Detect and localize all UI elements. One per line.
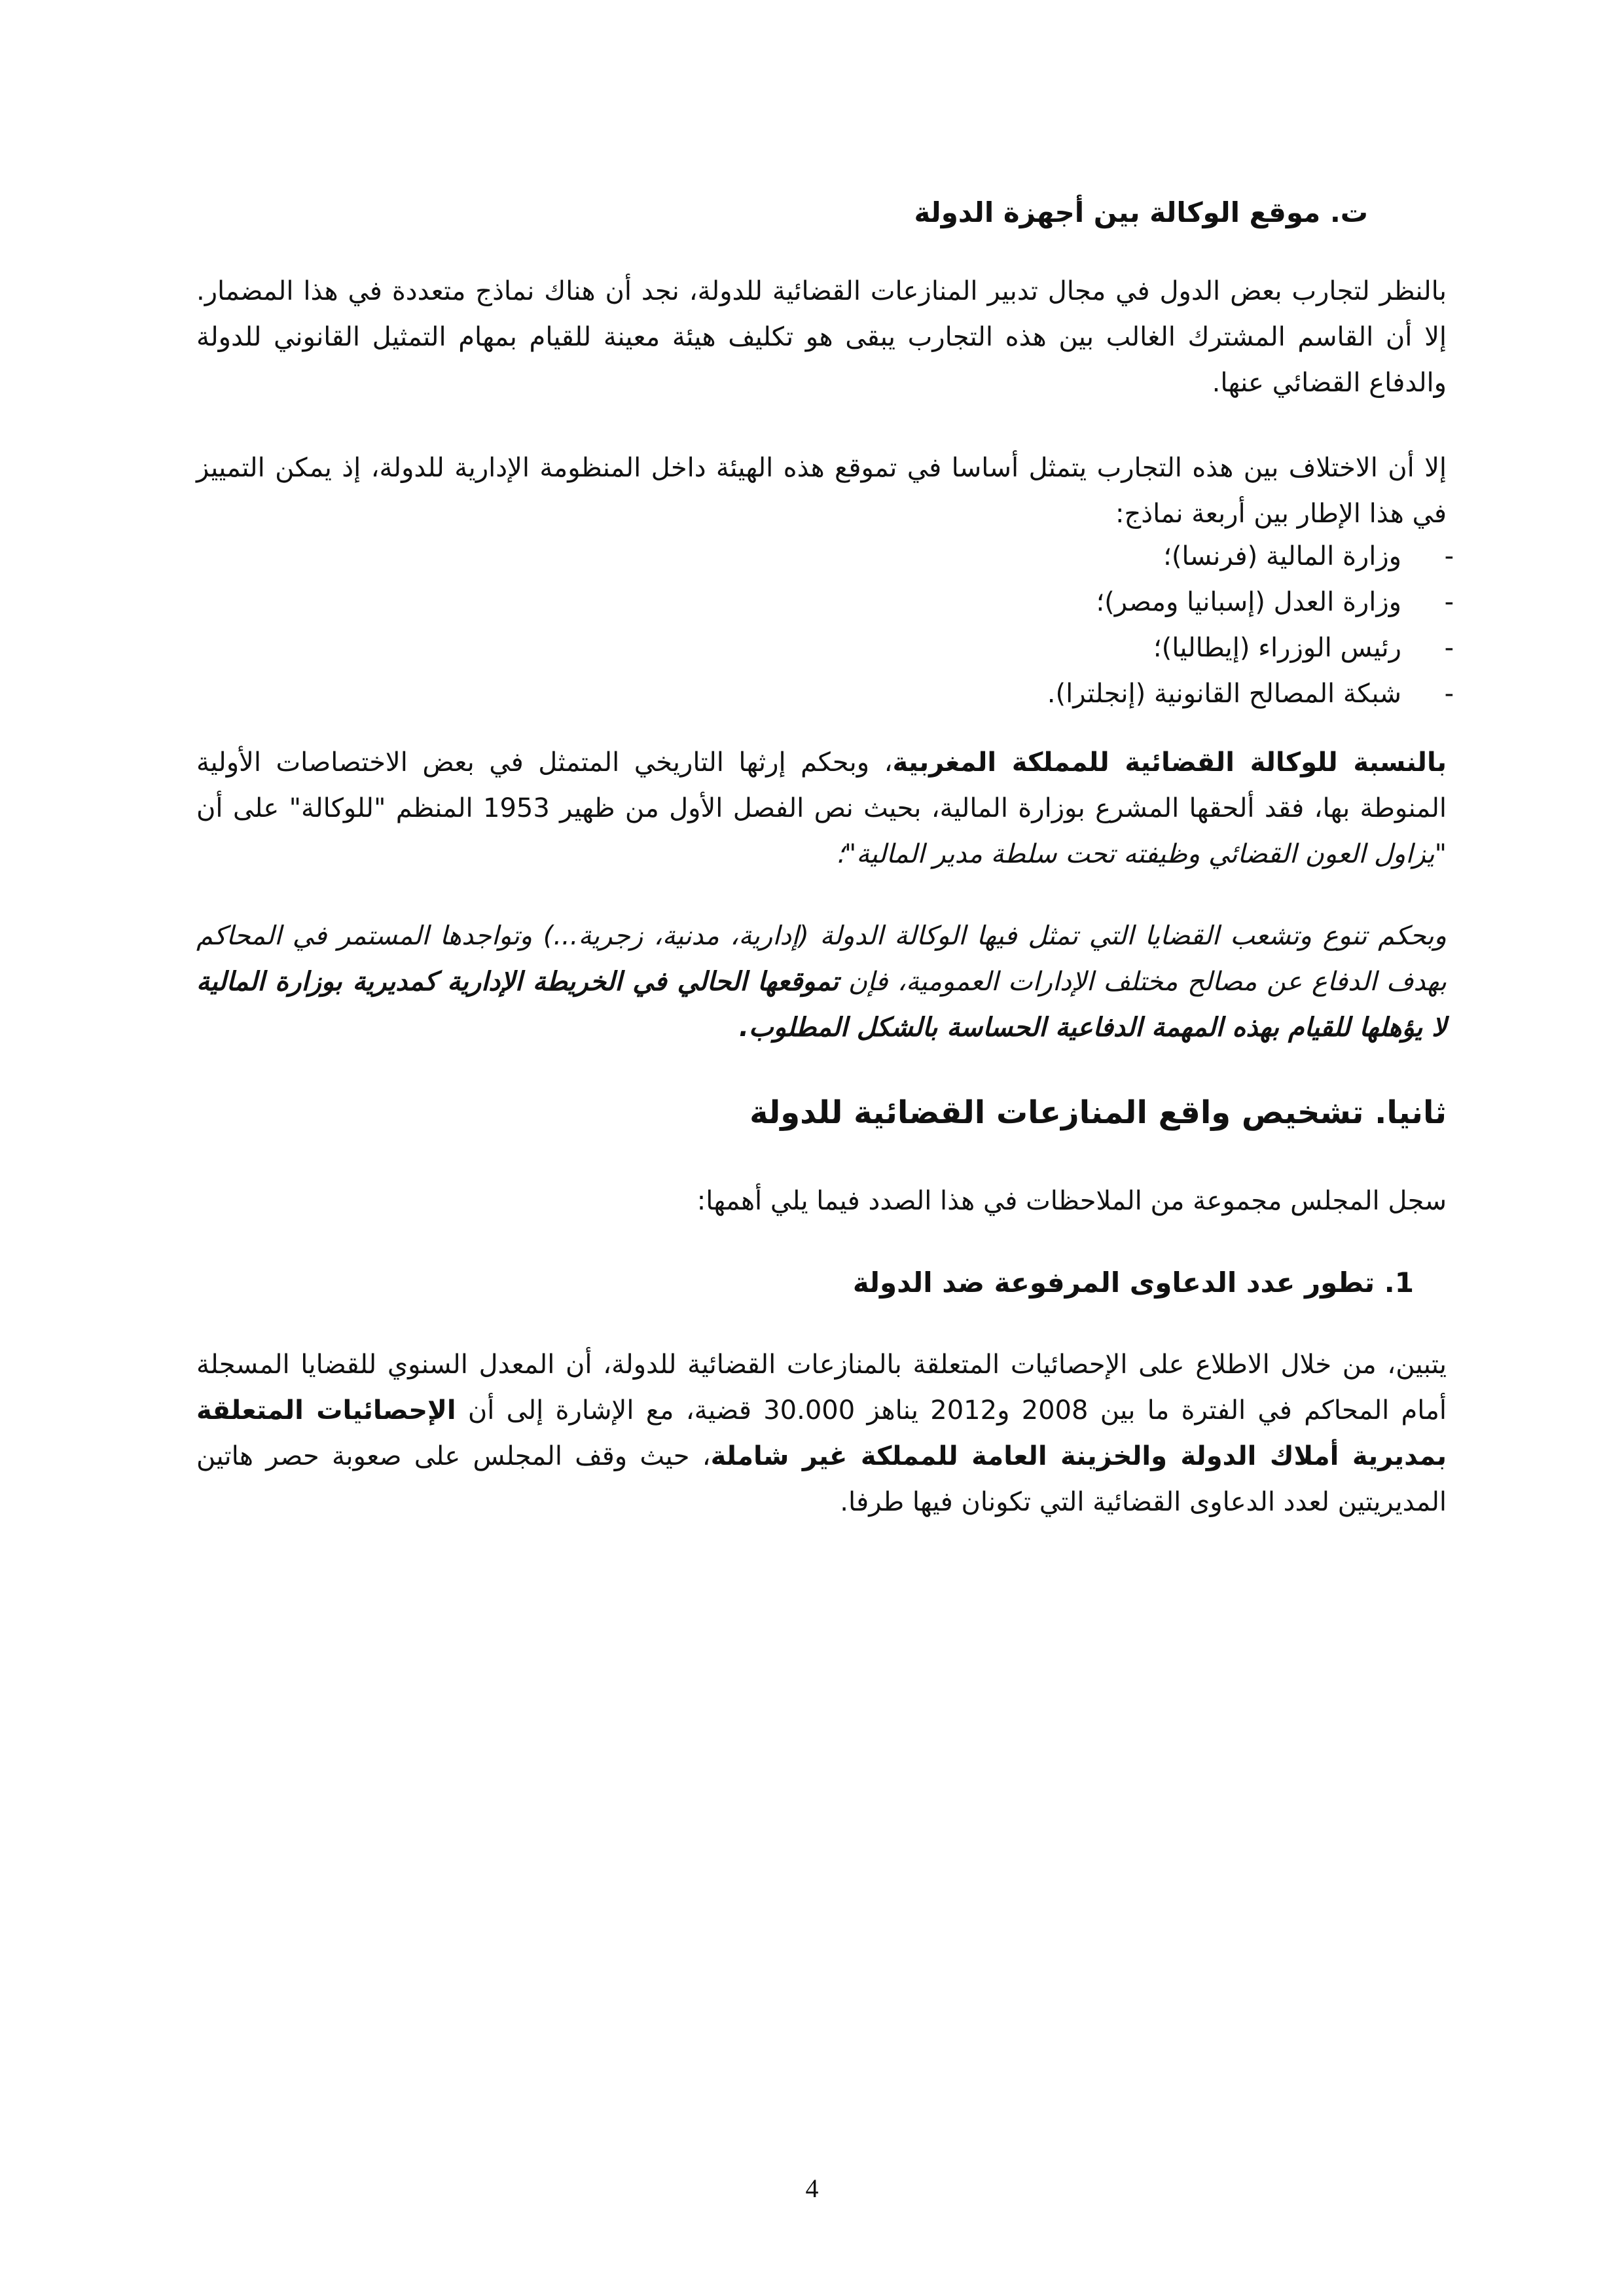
paragraph-2: إلا أن الاختلاف بين هذه التجارب يتمثل أساسا في تموقع هذه الهيئة داخل المنظومة الإدارية للدولة، إذ يمكن التمييز في هذا الإطار بين أربعة نماذج: [196, 453, 1447, 529]
list-item: - وزارة العدل (إسبانيا ومصر)؛ [1096, 587, 1454, 617]
dash-list [603, 533, 1454, 717]
paragraph-1: بالنظر لتجارب بعض الدول في مجال تدبير المنازعات القضائية للدولة، نجد أن هناك نماذج متعددة في هذا المضمار. إلا أن القاسم المشترك الغالب بين هذه التجارب يبقى هو تكليف هيئة معينة للقيام بمهام التمثيل القانوني للدولة والدفاع القضائي عنها. [196, 276, 1447, 398]
page-number: 4 [805, 2174, 819, 2203]
subsection-heading-1: 1. تطور عدد الدعاوى المرفوعة ضد الدولة [852, 1266, 1414, 1299]
document-page [196, 0, 1447, 2296]
list-item: - رئيس الوزراء (إيطاليا)؛ [1153, 633, 1454, 663]
section-heading-2: ثانيا. تشخيص واقع المنازعات القضائية للدولة [749, 1094, 1447, 1131]
paragraph-6: يتبين، من خلال الاطلاع على الإحصائيات المتعلقة بالمنازعات القضائية للدولة، أن المعدل السنوي للقضايا المسجلة أمام المحاكم في الفترة ما بين 2008 و2012 يناهز 30.000 قضية، مع الإشارة إلى أن الإحصائيات المتعلقة بمديرية أملاك الدولة والخزينة العامة للمملكة غير شاملة، حيث وقف المجلس على صعوبة حصر هاتين المديريتين لعدد الدعاوى القضائية التي تكونان فيها طرفا. [196, 1350, 1447, 1517]
list-item: - وزارة المالية (فرنسا)؛ [1163, 541, 1454, 571]
section-heading-t: ت. موقع الوكالة بين أجهزة الدولة [914, 196, 1368, 228]
paragraph-3: بالنسبة للوكالة القضائية للمملكة المغربية، وبحكم إرثها التاريخي المتمثل في بعض الاختصاصات الأولية المنوطة بها، فقد ألحقها المشرع بوزارة المالية، بحيث نص الفصل الأول من ظهير 1953 المنظم "للوكالة" على أن "يزاول العون القضائي وظيفته تحت سلطة مدير المالية"؛ [196, 747, 1447, 869]
list-item: - شبكة المصالح القانونية (إنجلترا). [1047, 679, 1454, 709]
paragraph-4: وبحكم تنوع وتشعب القضايا التي تمثل فيها الوكالة الدولة (إدارية، مدنية، زجرية...) وتواجدها المستمر في المحاكم بهدف الدفاع عن مصالح مختلف الإدارات العمومية، فإن تموقعها الحالي في الخريطة الإدارية كمديرية بوزارة المالية لا يؤهلها للقيام بهذه المهمة الدفاعية الحساسة بالشكل المطلوب. [196, 921, 1447, 1043]
paragraph-5: سجل المجلس مجموعة من الملاحظات في هذا الصدد فيما يلي أهمها: [696, 1186, 1447, 1216]
